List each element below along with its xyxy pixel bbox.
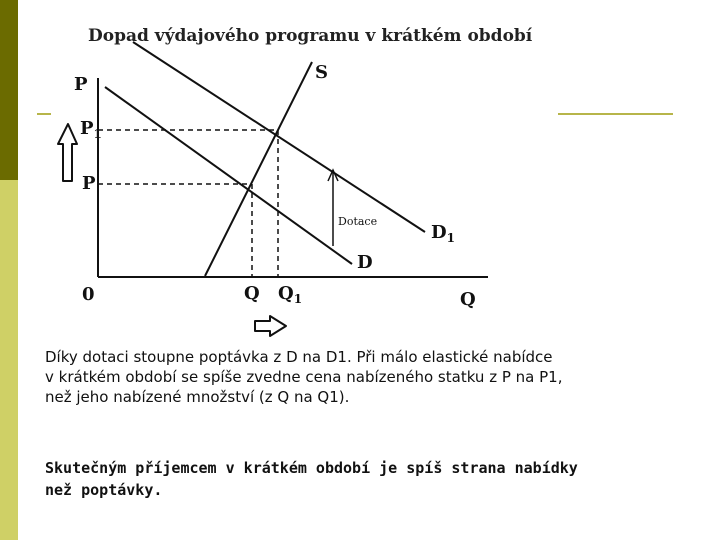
explanation-line: než jeho nabízené množství (z Q na Q1). — [45, 388, 350, 406]
demand-curve — [105, 87, 352, 264]
demand-curve-new — [133, 42, 425, 232]
demand-new-label: $D_1$ — [431, 222, 455, 245]
explanation-line: Díky dotaci stoupne poptávka z D na D1. Při málo elastické nabídce — [45, 348, 553, 366]
conclusion-text — [45, 457, 705, 501]
price-new-label: $P_1$ — [80, 118, 102, 141]
subsidy-label: Dotace — [338, 215, 378, 228]
conclusion-line: než poptávky. — [45, 481, 163, 499]
demand-label: D — [357, 252, 373, 273]
explanation-line: v krátkém období se spíše zvedne cena nabízeného statku z P na P1, — [45, 368, 563, 386]
explanation-text — [45, 347, 695, 407]
conclusion-line: Skutečným příjemcem v krátkém období je spíš strana nabídky — [45, 459, 578, 477]
origin-label: 0 — [82, 284, 95, 305]
quantity-old-label: Q — [244, 283, 260, 304]
price-old-label: P — [82, 173, 96, 194]
supply-label: S — [315, 62, 328, 83]
price-increase-arrow-icon — [58, 124, 77, 181]
quantity-new-label: $Q_1$ — [278, 283, 303, 306]
y-axis-label: P — [74, 74, 88, 95]
quantity-increase-arrow-icon — [255, 316, 286, 336]
diagram-title: Dopad výdajového programu v krátkém období — [88, 26, 533, 46]
x-axis-label: Q — [460, 289, 476, 310]
